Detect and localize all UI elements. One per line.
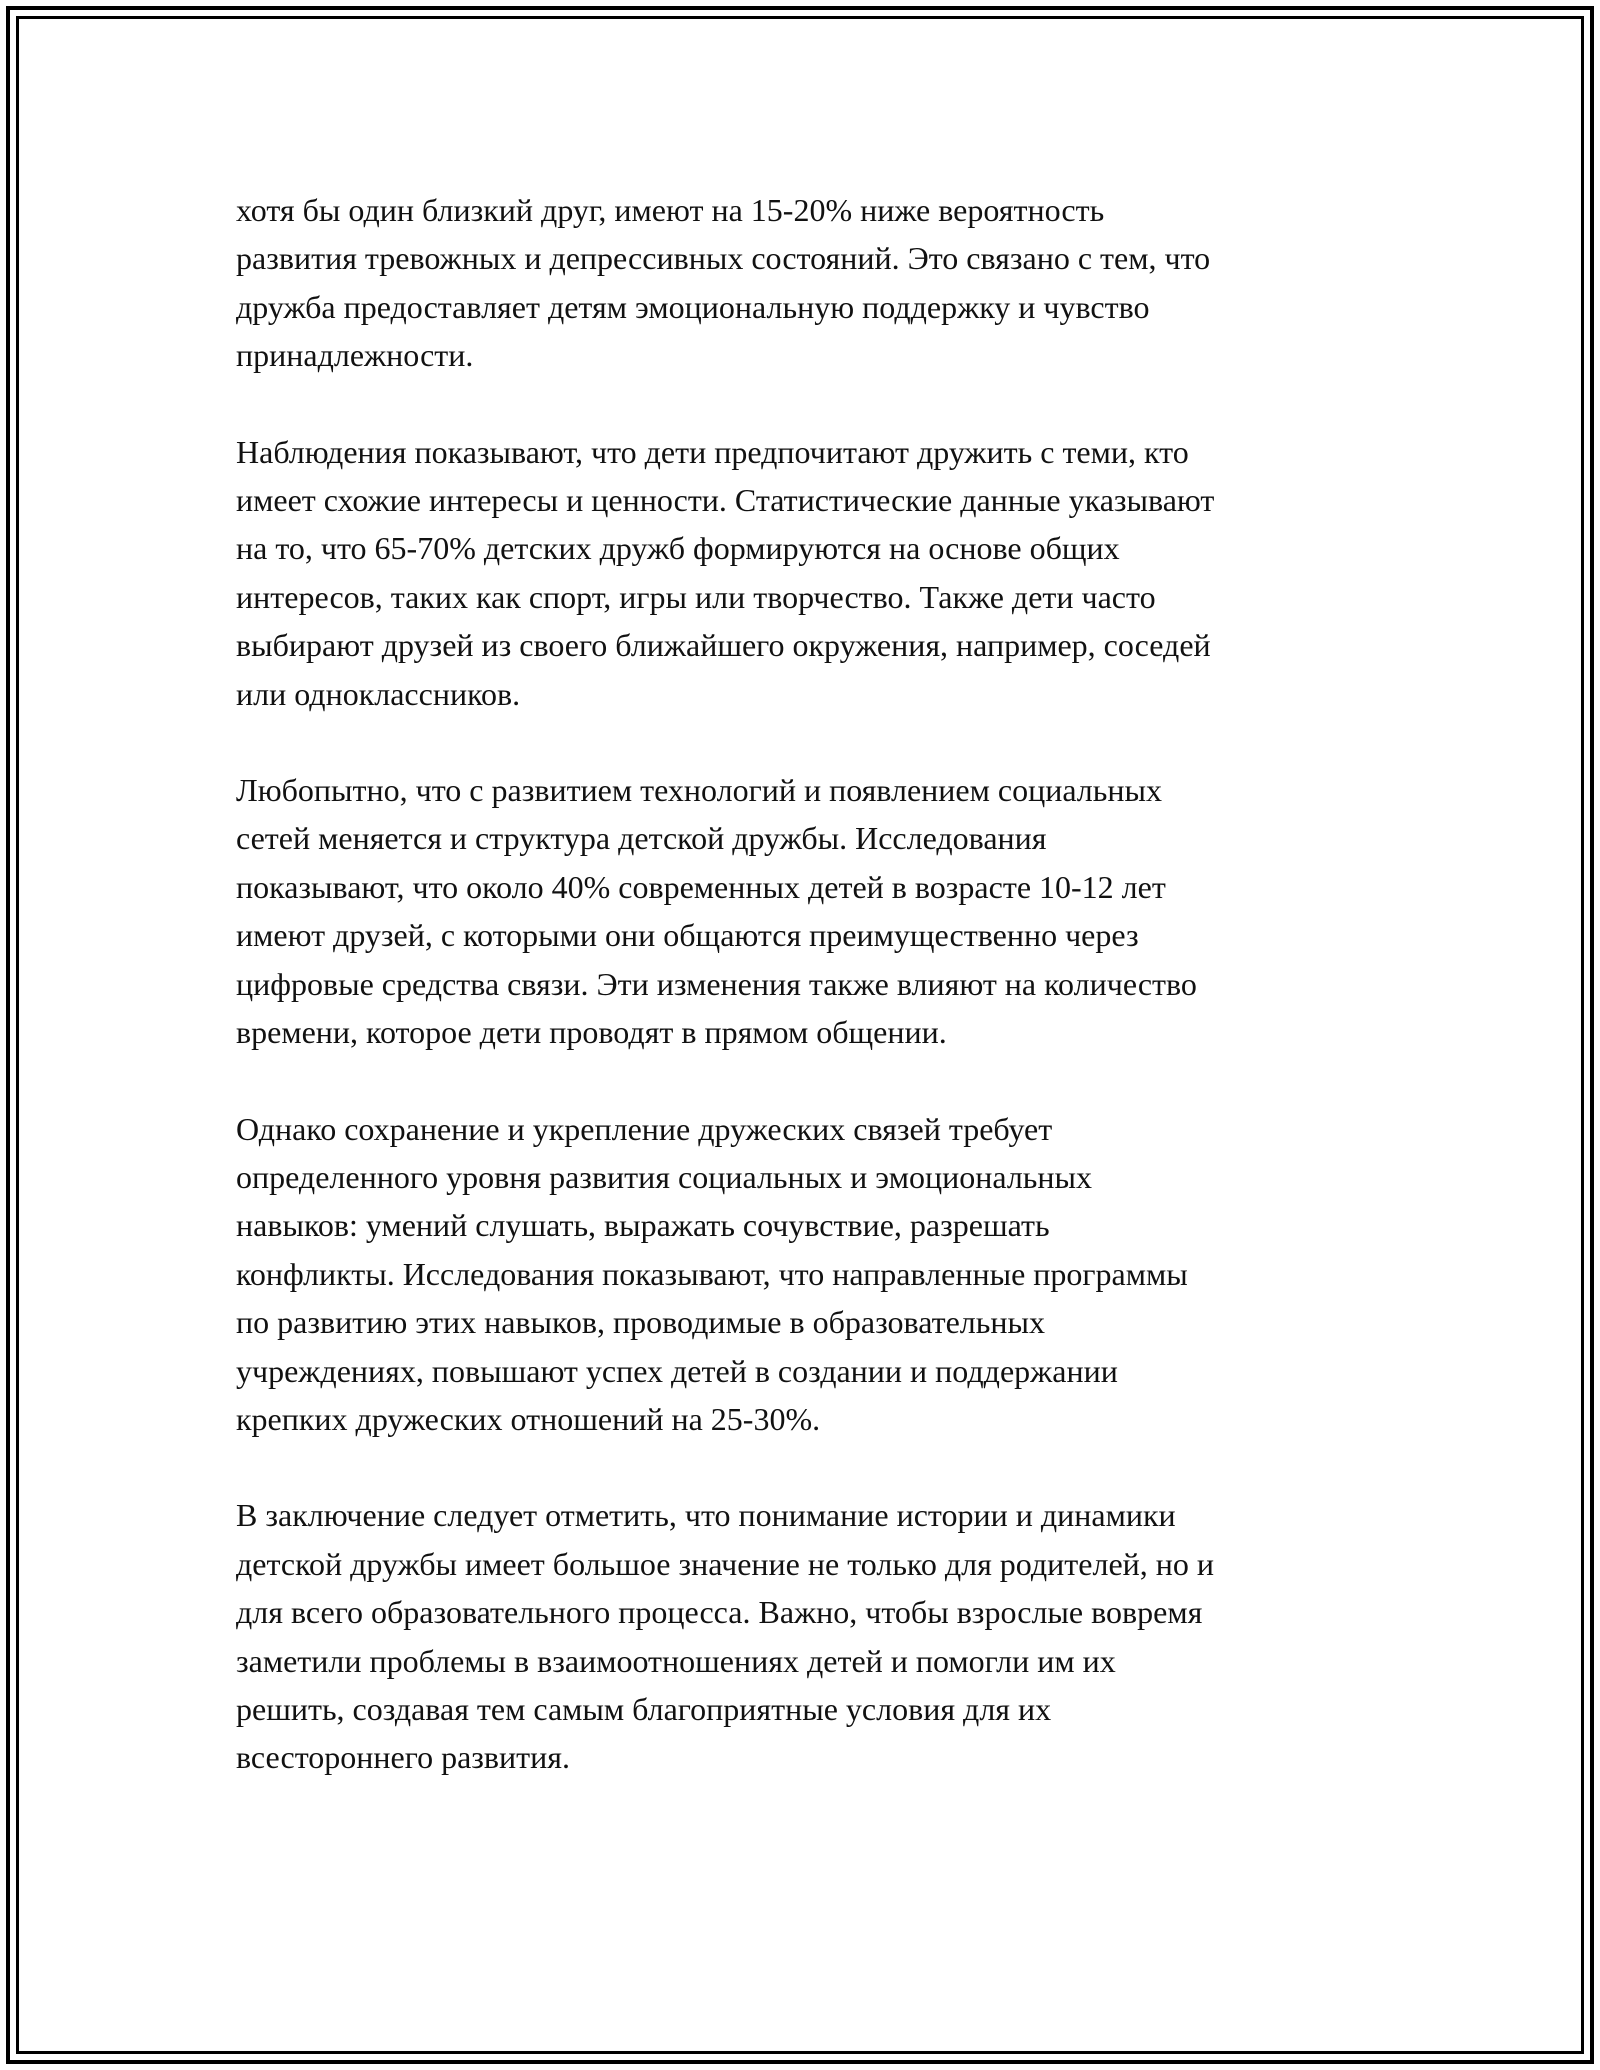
text-line: учреждениях, повышают успех детей в создании и поддержании [236,1352,1118,1389]
text-line: хотя бы один близкий друг, имеют на 15-20% ниже вероятность [236,192,1105,228]
text-line: решить, создавая тем самым благоприятные условия для их [236,1690,1052,1727]
text-line: показывают, что около 40% современных детей в возрасте 10-12 лет [236,868,1166,905]
paragraph-4 [236,1105,1396,1444]
document-body [236,186,1396,1830]
text-line: крепких дружеских отношений на 25-30%. [236,1400,821,1437]
text-line: Наблюдения показывают, что дети предпочитают дружить с теми, кто [236,433,1189,470]
text-line: для всего образовательного процесса. Важно, чтобы взрослые вовремя [236,1594,1203,1631]
text-line: на то, что 65-70% детских дружб формируются на основе общих [236,530,1120,567]
text-line: принадлежности. [236,337,474,374]
paragraph-1 [236,186,1396,380]
text-line: имеет схожие интересы и ценности. Статистические данные указывают [236,482,1215,519]
text-line: В заключение следует отметить, что понимание истории и динамики [236,1497,1176,1534]
text-line: интересов, таких как спорт, игры или творчество. Также дети часто [236,578,1156,615]
text-line: имеют друзей, с которыми они общаются преимущественно через [236,917,1139,954]
text-line: выбирают друзей из своего ближайшего окружения, например, соседей [236,627,1211,664]
text-line: сетей меняется и структура детской дружбы. Исследования [236,820,1047,857]
paragraph-3 [236,766,1396,1056]
text-line: развития тревожных и депрессивных состояний. Это связано с тем, что [236,240,1211,277]
text-line: или одноклассников. [236,675,521,712]
text-line: навыков: умений слушать, выражать сочувствие, разрешать [236,1207,1050,1244]
text-line: детской дружбы имеет большое значение не только для родителей, но и [236,1545,1215,1582]
text-line: заметили проблемы в взаимоотношениях детей и помогли им их [236,1642,1116,1679]
text-line: времени, которое дети проводят в прямом общении. [236,1014,947,1051]
paragraph-5 [236,1491,1396,1781]
text-line: определенного уровня развития социальных и эмоциональных [236,1158,1092,1195]
text-line: всестороннего развития. [236,1739,570,1776]
text-line: дружба предоставляет детям эмоциональную поддержку и чувство [236,288,1150,325]
text-line: цифровые средства связи. Эти изменения также влияют на количество [236,965,1197,1002]
text-line: конфликты. Исследования показывают, что направленные программы [236,1255,1188,1292]
text-line: Однако сохранение и укрепление дружеских связей требует [236,1110,1053,1147]
paragraph-2 [236,428,1396,718]
text-line: Любопытно, что с развитием технологий и появлением социальных [236,772,1162,809]
text-line: по развитию этих навыков, проводимые в образовательных [236,1304,1045,1341]
